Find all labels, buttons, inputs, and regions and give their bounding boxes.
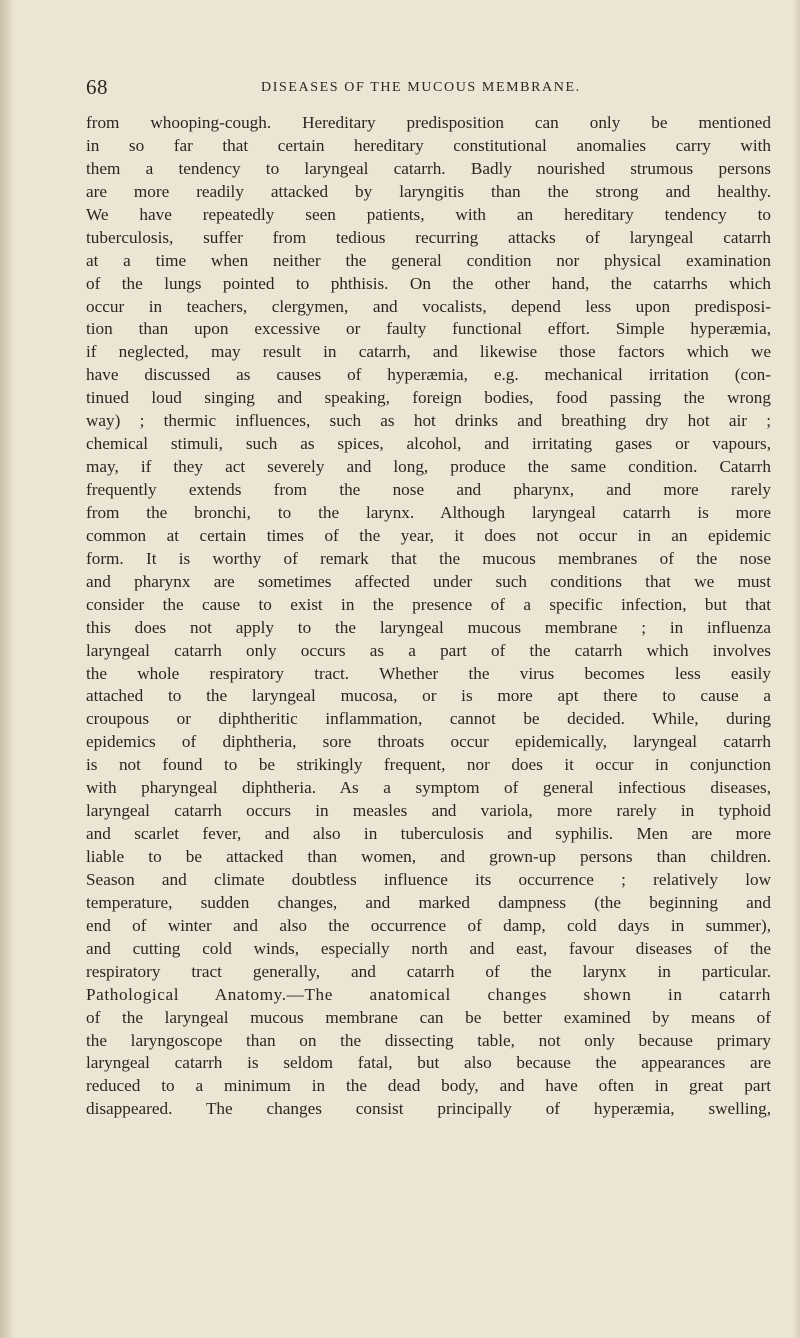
text-line: the laryngoscope than on the dissecting table, not only because primary xyxy=(86,1030,771,1050)
text-line: this does not apply to the laryngeal mucous membrane ; in influenza xyxy=(86,617,771,637)
text-line: consider the cause to exist in the presence of a specific infection, but that xyxy=(86,594,771,614)
running-title: DISEASES OF THE MUCOUS MEMBRANE. xyxy=(261,80,581,95)
running-head xyxy=(86,75,766,99)
text-line: liable to be attacked than women, and grown-up persons than children. xyxy=(86,847,771,866)
text-line: them a tendency to laryngeal catarrh. Badly nourished strumous persons xyxy=(86,158,771,178)
text-line: form. It is worthy of remark that the mucous membranes of the nose xyxy=(86,548,771,568)
text-line: with pharyngeal diphtheria. As a symptom of general infectious diseases, xyxy=(86,778,771,798)
text-line: have discussed as causes of hyperæmia, e.g. mechanical irritation (con- xyxy=(86,365,771,385)
text-line: laryngeal catarrh occurs in measles and variola, more rarely in typhoid xyxy=(86,801,771,821)
text-line: tuberculosis, suffer from tedious recurring attacks of laryngeal catarrh xyxy=(86,227,771,247)
text-line: frequently extends from the nose and pharynx, and more rarely xyxy=(86,480,771,499)
text-line: common at certain times of the year, it does not occur in an epidemic xyxy=(86,525,771,545)
text-line: way) ; thermic influences, such as hot drinks and breathing dry hot air ; xyxy=(86,411,771,431)
text-line: respiratory tract generally, and catarrh of the larynx in particular. xyxy=(86,961,771,981)
text-line: and pharynx are sometimes affected under such conditions that we must xyxy=(86,571,771,591)
text-line: if neglected, may result in catarrh, and likewise those factors which we xyxy=(86,342,771,362)
text-line: the whole respiratory tract. Whether the virus becomes less easily xyxy=(86,663,771,683)
text-line: We have repeatedly seen patients, with an hereditary tendency to xyxy=(86,204,771,224)
text-line: from whooping-cough. Hereditary predisposition can only be mentioned xyxy=(86,113,771,132)
text-line: in so far that certain hereditary constitutional anomalies carry with xyxy=(86,135,771,155)
text-line: attached to the laryngeal mucosa, or is more apt there to cause a xyxy=(86,686,771,706)
page-binding-shadow xyxy=(0,0,14,1338)
page-number: 68 xyxy=(86,75,108,99)
text-line: disappeared. The changes consist principally of hyperæmia, swelling, xyxy=(86,1099,771,1119)
text-line: occur in teachers, clergymen, and vocalists, depend less upon predisposi- xyxy=(86,296,771,316)
text-line: and cutting cold winds, especially north and east, favour diseases of the xyxy=(86,938,771,958)
page-edge-shadow xyxy=(792,0,800,1338)
text-line: tion than upon excessive or faulty functional effort. Simple hyperæmia, xyxy=(86,319,771,339)
text-line: chemical stimuli, such as spices, alcohol, and irritating gases or vapours, xyxy=(86,434,771,454)
text-line: of the lungs pointed to phthisis. On the other hand, the catarrhs which xyxy=(86,273,771,293)
text-line: reduced to a minimum in the dead body, and have often in great part xyxy=(86,1076,771,1096)
text-line: temperature, sudden changes, and marked dampness (the beginning and xyxy=(86,892,771,912)
text-line: laryngeal catarrh is seldom fatal, but also because the appearances are xyxy=(86,1053,771,1073)
text-line: laryngeal catarrh only occurs as a part of the catarrh which involves xyxy=(86,640,771,660)
text-line: is not found to be strikingly frequent, nor does it occur in conjunction xyxy=(86,755,771,775)
text-line: epidemics of diphtheria, sore throats occur epidemically, laryngeal catarrh xyxy=(86,732,771,752)
text-line: at a time when neither the general condition nor physical examination xyxy=(86,250,771,270)
text-line: and scarlet fever, and also in tuberculosis and syphilis. Men are more xyxy=(86,824,771,844)
text-line: croupous or diphtheritic inflammation, cannot be decided. While, during xyxy=(86,709,771,729)
section-heading-line: Pathological Anatomy.—The anatomical changes shown in catarrh xyxy=(86,984,771,1004)
text-line: are more readily attacked by laryngitis than the strong and healthy. xyxy=(86,181,771,201)
text-line: Season and climate doubtless influence its occurrence ; relatively low xyxy=(86,869,771,889)
text-line: end of winter and also the occurrence of damp, cold days in summer), xyxy=(86,915,771,935)
text-line: may, if they act severely and long, produce the same condition. Catarrh xyxy=(86,457,771,477)
text-line: from the bronchi, to the larynx. Although laryngeal catarrh is more xyxy=(86,502,771,522)
text-line: tinued loud singing and speaking, foreign bodies, food passing the wrong xyxy=(86,388,771,408)
body-text xyxy=(86,112,771,1121)
text-line: of the laryngeal mucous membrane can be better examined by means of xyxy=(86,1007,771,1027)
